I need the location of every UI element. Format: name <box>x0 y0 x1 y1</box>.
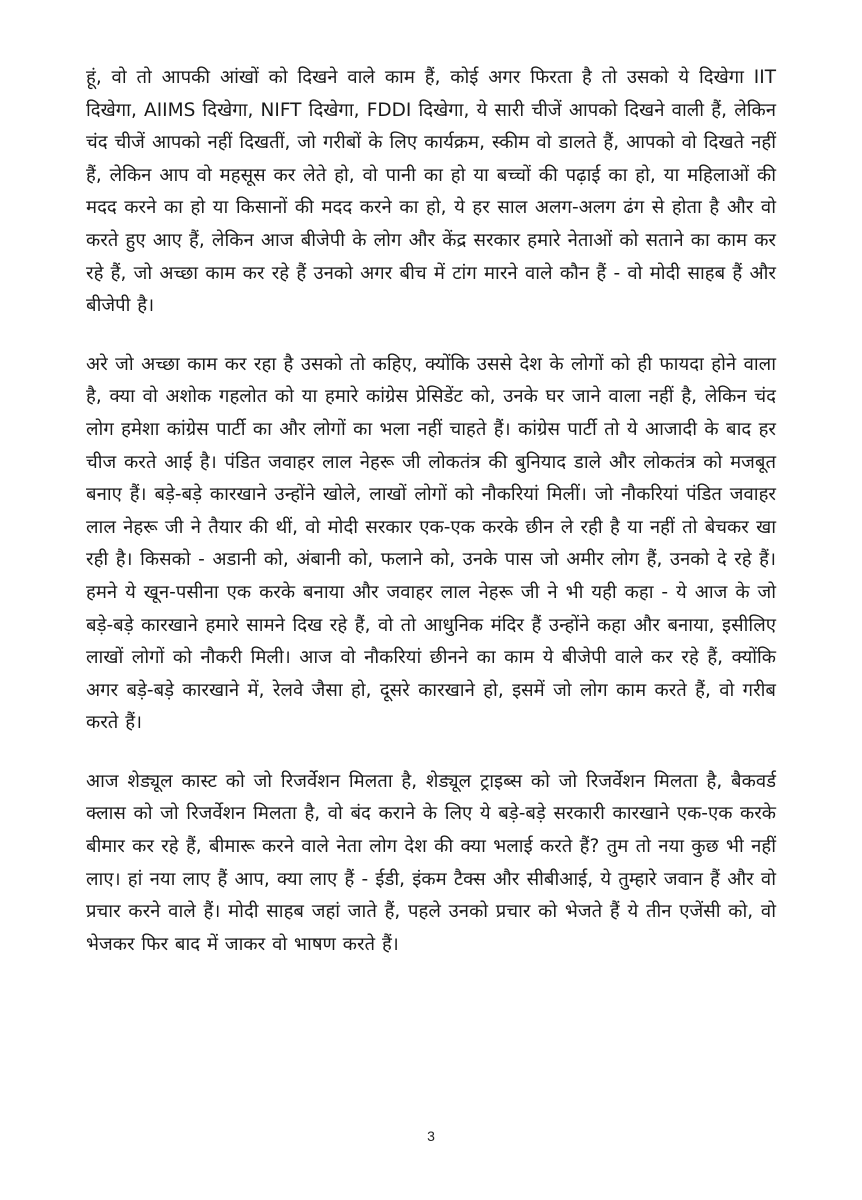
page-number: 3 <box>427 1128 435 1144</box>
paragraph-1: हूं, वो तो आपकी आंखों को दिखने वाले काम हैं, कोई अगर फिरता है तो उसको ये दिखेगा IIT दिखेगा, AIIMS दिखेगा, NIFT दिखेगा, FDDI दिखेगा, ये सारी चीजें आपको दिखने वाली हैं, लेकिन चंद चीजें आपको नहीं दिखतीं, जो गरीबों के लिए कार्यक्रम, स्कीम वो डालते हैं, आपको वो दिखते नहीं हैं, लेकिन आप वो महसूस कर लेते हो, वो पानी का हो या बच्चों की पढ़ाई का हो, या महिलाओं की मदद करने का हो या किसानों की मदद करने का हो, ये हर साल अलग-अलग ढंग से होता है और वो करते हुए आए हैं, लेकिन आज बीजेपी के लोग और केंद्र सरकार हमारे नेताओं को सताने का काम कर रहे हैं, जो अच्छा काम कर रहे हैं उनको अगर बीच में टांग मारने वाले कौन हैं - वो मोदी साहब हैं और बीजेपी है। <box>86 67 776 317</box>
paragraph-2: अरे जो अच्छा काम कर रहा है उसको तो कहिए, क्योंकि उससे देश के लोगों को ही फायदा होने वाला है, क्या वो अशोक गहलोत को या हमारे कांग्रेस प्रेसिडेंट को, उनके घर जाने वाला नहीं है, लेकिन चंद लोग हमेशा कांग्रेस पार्टी का और लोगों का भला नहीं चाहते हैं। कांग्रेस पार्टी तो ये आजादी के बाद हर चीज करते आई है। पंडित जवाहर लाल नेहरू जी लोकतंत्र की बुनियाद डाले और लोकतंत्र को मजबूत बनाए हैं। बड़े-बड़े कारखाने उन्होंने खोले, लाखों लोगों को नौकरियां मिलीं। जो नौकरियां पंडित जवाहर लाल नेहरू जी ने तैयार की थीं, वो मोदी सरकार एक-एक करके छीन ले रही है या नहीं तो बेचकर खा रही है। किसको - अडानी को, अंबानी को, फलाने को, उनके पास जो अमीर लोग हैं, उनको दे रहे हैं। हमने ये खून-पसीना एक करके बनाया और जवाहर लाल नेहरू जी ने भी यही कहा - ये आज के जो बड़े-बड़े कारखाने हमारे सामने दिख रहे हैं, वो तो आधुनिक मंदिर हैं उन्होंने कहा और बनाया, इसीलिए लाखों लोगों को नौकरी मिली। आज वो नौकरियां छीनने का काम ये बीजेपी वाले कर रहे हैं, क्योंकि अगर बड़े-बड़े कारखाने में, रेलवे जैसा हो, दूसरे कारखाने हो, इसमें जो लोग काम करते हैं, वो गरीब करते हैं। <box>86 353 776 734</box>
paragraph-3: आज शेड्यूल कास्ट को जो रिजर्वेशन मिलता है, शेड्यूल ट्राइब्स को जो रिजर्वेशन मिलता है, बैकवर्ड क्लास को जो रिजर्वेशन मिलता है, वो बंद कराने के लिए ये बड़े-बड़े सरकारी कारखाने एक-एक करके बीमार कर रहे हैं, बीमारू करने वाले नेता लोग देश की क्या भलाई करते हैं? तुम तो नया कुछ भी नहीं लाए। हां नया लाए हैं आप, क्या लाए हैं - ईडी, इंकम टैक्स और सीबीआई, ये तुम्हारे जवान हैं और वो प्रचार करने वाले हैं। मोदी साहब जहां जाते हैं, पहले उनको प्रचार को भेजते हैं ये तीन एजेंसी को, वो भेजकर फिर बाद में जाकर वो भाषण करते हैं। <box>86 770 776 955</box>
